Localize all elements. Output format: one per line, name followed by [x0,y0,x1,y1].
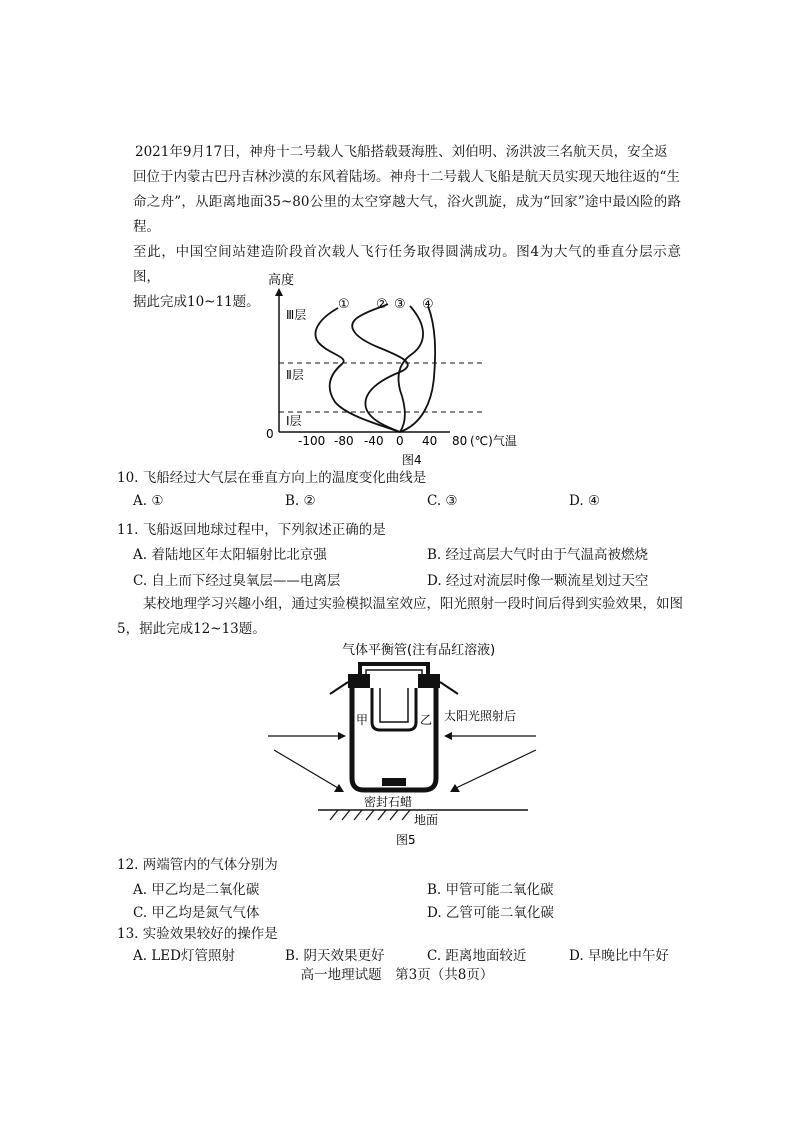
right-clamp [440,682,458,694]
sunlight-label: 太阳光照射后 [444,709,517,723]
sun-ray-left-arrowhead [338,732,346,740]
intro-line: 至此，中国空间站建造阶段首次载人飞行任务取得圆满成功。图4为大气的垂直分层示意图， [133,244,681,285]
y-axis-arrow [275,288,283,296]
option-b[interactable]: B. 阴天效果更好 [285,948,385,964]
intro-paragraph-2 [117,592,683,642]
question-10-stem: 10. 飞船经过大气层在垂直方向上的温度变化曲线是 [117,470,427,486]
left-tube-label: 甲 [356,713,369,727]
balance-tube [360,664,428,674]
figure-5-caption: 图5 [396,833,416,847]
layer-label-2: Ⅱ层 [286,368,304,382]
curve-label-4: ④ [422,297,434,312]
tick-label: -40 [364,434,384,448]
option-c[interactable]: C. 甲乙均是氮气气体 [133,905,260,921]
tick-label: 40 [422,434,438,448]
option-b[interactable]: B. 甲管可能二氧化碳 [427,882,554,898]
x-axis-label: (℃)气温 [470,434,517,448]
sun-ray-left-low [274,750,338,788]
figure-5-experiment-diagram [260,638,550,850]
curve-1 [315,308,400,432]
intro-line: 2021年9月17日，神舟十二号载人飞船搭载聂海胜、刘伯明、汤洪波三名航天员，安全返 [135,144,668,160]
tick-label: 80 [452,434,468,448]
option-c[interactable]: C. 自上而下经过臭氧层——电离层 [133,573,341,589]
liquid-tube [380,688,408,722]
origin-label: 0 [266,427,274,441]
layer-label-3: Ⅲ层 [286,308,307,322]
curve-label-3: ③ [394,297,406,312]
sun-ray-right-arrowhead [444,732,452,740]
tick-label: -80 [334,434,354,448]
balance-tube-inner [366,670,422,674]
intro-line: 5，据此完成12~13题。 [117,621,266,637]
option-d[interactable]: D. 早晚比中午好 [569,948,669,964]
right-tube-label: 乙 [420,713,433,727]
option-c[interactable]: C. ③ [427,493,458,509]
ground-label: 地面 [414,813,439,827]
option-a[interactable]: A. 甲乙均是二氧化碳 [133,882,260,898]
u-tube-outer [352,688,436,790]
intro-line: 某校地理学习兴趣小组，通过实验模拟温室效应，阳光照射一段时间后得到实验效果，如图 [143,596,683,612]
sun-ray-right-low [456,750,536,788]
option-b[interactable]: B. ② [285,493,316,509]
option-d[interactable]: D. ④ [569,493,601,509]
option-a[interactable]: A. ① [133,493,164,509]
intro-line: 回位于内蒙古巴丹吉林沙漠的东风着陆场。神舟十二号载人飞船是航天员实现天地往返的“生 [133,169,680,185]
option-a[interactable]: A. 着陆地区年太阳辐射比北京强 [133,547,327,563]
intro-line: 命之舟”，从距离地面35~80公里的太空穿越大气，浴火凯旋，成为“回家”途中最凶险的路程。 [133,194,681,235]
option-d[interactable]: D. 经过对流层时像一颗流星划过天空 [427,573,649,589]
option-c[interactable]: C. 距离地面较近 [427,948,527,964]
left-stopper [348,674,370,688]
option-d[interactable]: D. 乙管可能二氧化碳 [427,905,554,921]
tick-label: 0 [396,434,404,448]
wax-seal [382,778,406,786]
sun-ray-left-low-arrowhead [334,784,344,792]
u-tube-inner [372,688,416,730]
y-axis-label: 高度 [268,273,295,288]
left-clamp [330,682,348,694]
curve-3 [399,306,424,432]
option-b[interactable]: B. 经过高层大气时由于气温高被燃烧 [427,547,649,563]
page-footer: 高一地理试题 第3页（共8页） [300,967,494,983]
tick-label: -100 [298,434,326,448]
question-13-stem: 13. 实验效果较好的操作是 [117,926,278,942]
curve-label-2: ② [376,297,388,312]
right-stopper [418,674,440,688]
ground-hatching [330,810,410,820]
figure-4-atmosphere-diagram [250,262,570,472]
tube-label: 气体平衡管(注有品红溶液) [342,643,496,658]
layer-label-1: Ⅰ层 [286,414,302,428]
curve-label-1: ① [338,297,350,312]
question-12-stem: 12. 两端管内的气体分别为 [117,857,278,873]
seal-label: 密封石蜡 [364,795,413,809]
option-a[interactable]: A. LED灯管照射 [133,948,235,964]
question-11-stem: 11. 飞船返回地球过程中，下列叙述正确的是 [117,522,386,538]
intro-line: 据此完成10~11题。 [133,294,260,310]
figure-4-caption: 图4 [402,453,422,467]
sun-ray-right-low-arrowhead [450,784,460,792]
